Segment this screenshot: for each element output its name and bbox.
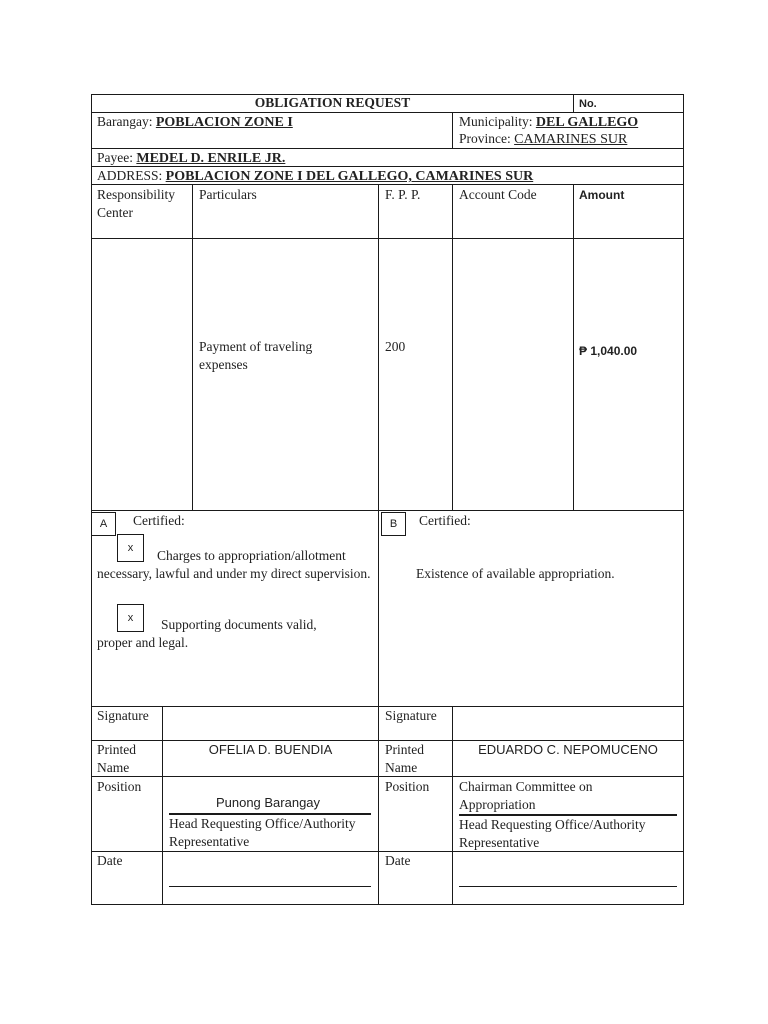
name-label-b: Name (385, 760, 418, 775)
printed-label-a: Printed (97, 742, 136, 757)
cert-a-check-1-continuation: necessary, lawful and under my direct supervision. (97, 566, 371, 581)
signature-label-b: Signature (385, 708, 437, 723)
cert-a-letter: A (99, 518, 108, 530)
number-label: No. (579, 98, 597, 110)
payee-value: MEDEL D. ENRILE JR. (136, 151, 286, 166)
position-label-b: Position (385, 779, 430, 794)
divider (573, 94, 574, 112)
municipality-label: Municipality: (459, 114, 533, 129)
border-bottom (91, 904, 684, 905)
cert-a-label: Certified: (133, 513, 185, 528)
address-value: POBLACION ZONE I DEL GALLEGO, CAMARINES SUR (165, 169, 534, 184)
province-field (459, 130, 627, 149)
divider (192, 184, 193, 510)
cert-a-check-2-continuation: proper and legal. (97, 635, 189, 650)
cert-a-check-1-text: Charges to appropriation/allotment (157, 548, 346, 563)
address-label: ADDRESS: (97, 168, 163, 183)
cert-b-label: Certified: (419, 513, 471, 528)
cell-fpp: 200 (385, 339, 406, 354)
cert-a-checkbox-1[interactable] (117, 534, 144, 562)
barangay-value: POBLACION ZONE I (155, 115, 293, 130)
payee-field (97, 149, 285, 168)
province-label: Province: (459, 131, 511, 146)
payee-label: Payee: (97, 150, 133, 165)
cell-amount: ₱ 1,040.00 (579, 344, 638, 358)
address-field (97, 167, 533, 186)
cert-a-letter-box (91, 512, 116, 536)
position-desc-a: Head Requesting Office/Authority Representative (169, 816, 356, 849)
cert-a-check-2-text: Supporting documents valid, (161, 617, 317, 632)
date-line-a (169, 886, 371, 887)
column-header-account-code: Account Code (459, 187, 537, 202)
date-label-a: Date (97, 853, 123, 868)
position-b: Chairman Committee on Appropriation (459, 779, 593, 812)
position-desc-b: Head Requesting Office/Authority Representative (459, 817, 646, 850)
date-label-b: Date (385, 853, 411, 868)
barangay-field (97, 113, 293, 132)
cell-particulars: Payment of traveling expenses (199, 339, 313, 372)
signature-label-a: Signature (97, 708, 149, 723)
column-header-responsibility-center: Responsibility Center (97, 187, 176, 220)
cert-a-checkbox-2[interactable] (117, 604, 144, 632)
position-label-a: Position (97, 779, 142, 794)
divider (573, 184, 574, 510)
barangay-label: Barangay: (97, 114, 153, 129)
form-title: OBLIGATION REQUEST (254, 95, 411, 110)
divider (378, 184, 379, 905)
column-header-particulars: Particulars (199, 187, 257, 202)
name-label-a: Name (97, 760, 130, 775)
province-value: CAMARINES SUR (514, 132, 628, 147)
check-mark-icon: x (127, 542, 134, 554)
divider (91, 510, 684, 511)
border-left (91, 94, 92, 905)
divider (452, 112, 453, 148)
municipality-value: DEL GALLEGO (535, 115, 639, 130)
cert-b-letter-box (381, 512, 406, 536)
date-line-b (459, 886, 677, 887)
divider (452, 184, 453, 510)
position-a: Punong Barangay (215, 795, 321, 810)
cert-b-letter: B (389, 518, 398, 530)
printed-name-a: OFELIA D. BUENDIA (208, 742, 333, 757)
printed-label-b: Printed (385, 742, 424, 757)
border-right (683, 94, 684, 905)
check-mark-icon: x (127, 612, 134, 624)
column-header-fpp: F. P. P. (385, 187, 421, 202)
divider (452, 706, 453, 905)
cert-b-text: Existence of available appropriation. (416, 566, 615, 581)
printed-name-b: EDUARDO C. NEPOMUCENO (478, 742, 658, 757)
column-header-amount: Amount (579, 188, 625, 202)
divider (91, 238, 684, 239)
